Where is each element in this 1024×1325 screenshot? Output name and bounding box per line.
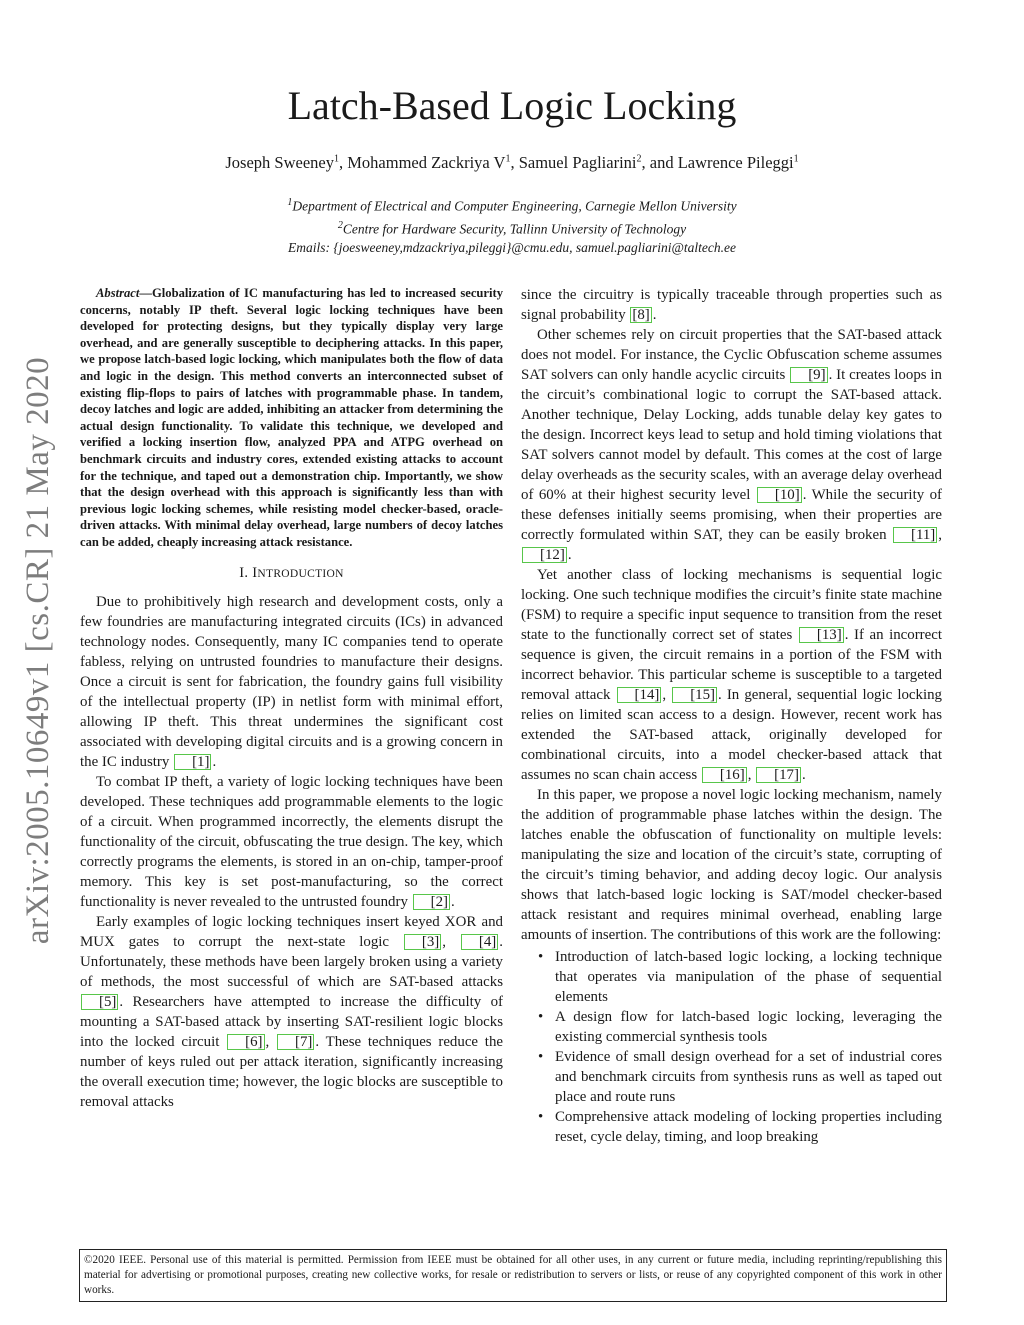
body-text: , xyxy=(265,1033,277,1050)
author-separator: , and xyxy=(641,153,678,172)
citation-link[interactable]: [1] xyxy=(174,754,211,770)
body-text: . xyxy=(652,307,657,323)
author-name: Lawrence Pileggi xyxy=(677,153,794,172)
body-text: Early examples of logic locking techniques insert keyed XOR and MUX gates to corrupt the next-state logic xyxy=(80,913,503,950)
section-title-rest: NTRODUCTION xyxy=(257,567,344,580)
left-column xyxy=(80,285,503,1112)
citation-link[interactable]: [2] xyxy=(413,894,450,910)
body-text: . xyxy=(567,547,572,563)
body-text: . Researchers have attempted to increase the difficulty of mounting a SAT-based attack by inserting SAT-resilient logic blocks into the locked circuit xyxy=(80,993,503,1050)
section-title-first-letter: I xyxy=(252,564,258,581)
citation-link[interactable]: [11] xyxy=(893,527,937,543)
citation-link[interactable]: [3] xyxy=(404,934,441,950)
right-body-text xyxy=(521,285,942,945)
citation-link[interactable]: [12] xyxy=(522,547,567,563)
body-text: . Unfortunately, these methods have been largely broken using a variety of methods, the most successful of which are SAT-based attacks xyxy=(80,933,503,990)
body-text: since the circuitry is typically traceable through properties such as signal probability xyxy=(521,287,942,323)
contributions-list xyxy=(521,947,942,1147)
citation-link[interactable]: [14] xyxy=(617,687,662,703)
author-affiliation-mark: 1 xyxy=(793,153,799,165)
citation-link[interactable]: [16] xyxy=(702,767,747,783)
arxiv-identifier xyxy=(8,340,70,960)
section-heading-introduction xyxy=(80,563,503,584)
body-text: . These techniques reduce the number of keys ruled out per attack iteration, significantly increasing the overall execution time; however, the logic blocks are susceptible to removal attacks xyxy=(80,1033,503,1110)
left-body-text xyxy=(80,592,503,1112)
body-text: . While the security of these defenses initially seems promising, when their properties are correctly formulated within SAT, they can be easily broken xyxy=(521,487,942,543)
body-text: , xyxy=(938,527,942,543)
author-list xyxy=(0,153,1024,173)
body-text: Other schemes rely on circuit properties that the SAT-based attack does not model. For instance, the Cyclic Obfuscation scheme assumes SAT solvers can only handle acyclic circuits xyxy=(521,327,942,383)
citation-link[interactable]: [7] xyxy=(277,1034,314,1050)
right-column xyxy=(521,285,942,1147)
contribution-item: • Comprehensive attack modeling of locking properties including reset, cycle delay, timing, and loop breaking xyxy=(555,1107,942,1147)
affiliation-line xyxy=(0,193,1024,216)
author-separator: , xyxy=(338,153,348,172)
body-text: , xyxy=(662,687,672,703)
citation-link[interactable]: [8] xyxy=(632,307,650,323)
author-affiliation-mark: 2 xyxy=(636,153,642,165)
body-paragraph xyxy=(80,592,503,772)
citation-link[interactable]: [13] xyxy=(799,627,844,643)
author-affiliation-mark: 1 xyxy=(505,153,511,165)
body-paragraph xyxy=(521,285,942,325)
copyright-notice: ©2020 IEEE. Personal use of this material is permitted. Permission from IEEE must be obtained for all other uses, in any current or future media, including reprinting/republishing this material for advertising or promotional purposes, creating new collective works, for resale or redistribution to servers or lists, or reuse of any copyrighted component of this work in other works. xyxy=(79,1249,947,1302)
citation-link[interactable]: [15] xyxy=(672,687,717,703)
body-text: . xyxy=(212,753,217,770)
affiliation-text: Centre for Hardware Security, Tallinn University of Technology xyxy=(342,221,687,236)
citation-link[interactable]: [4] xyxy=(461,934,498,950)
abstract-label: Abstract xyxy=(96,286,140,300)
author-separator: , xyxy=(510,153,519,172)
contribution-item: • Introduction of latch-based logic locking, a locking technique that operates via manipulation of the phase of sequential elements xyxy=(555,947,942,1007)
body-paragraph xyxy=(521,565,942,785)
affiliation-mark: 2 xyxy=(337,219,343,231)
body-text: Due to prohibitively high research and development costs, only a few foundries are manufacturing integrated circuits (ICs) in advanced technology nodes. Consequently, many IC companies tend to operate fabless, relying on untrusted foundries to manufacture their designs. Once a circuit is sent for fabrication, the foundry gains full visibility of the intellectual property (IP) in netlist form with minimal effort, allowing IP theft. This threat undermines the significant cost associated with developing digital circuits and is a growing concern in the IC industry xyxy=(80,593,503,770)
abstract-text: —Globalization of IC manufacturing has led to increased security concerns, notably IP theft. Several logic locking techniques have been developed for protecting designs, but they typically display very large overhead, and are generally susceptible to deciphering attacks. In this paper, we propose latch-based logic locking, which manipulates both the flow of data and logic in the design. This method converts an interconnected subset of existing flip-flops to pairs of latches with programmable phase. In tandem, decoy latches and logic are added, inhibiting an attacker from determining the actual design functionality. To validate this technique, we developed and verified a locking insertion flow, analyzed PPA and ATPG overhead on benchmark circuits and industry cores, extended existing attacks to account for the technique, and taped out a demonstration chip. Importantly, we show that the design overhead with this approach is significantly less than with previous logic locking schemes, while resisting model checker-based, oracle-driven attacks. With minimal delay overhead, large numbers of decoy latches can be added, cheaply increasing attack resistance. xyxy=(80,286,503,549)
affiliation-text: Department of Electrical and Computer Engineering, Carnegie Mellon University xyxy=(292,198,737,214)
affiliation-line xyxy=(0,216,1024,239)
affiliations xyxy=(0,193,1024,257)
author-name: Mohammed Zackriya V xyxy=(347,153,506,172)
body-text: , xyxy=(442,933,460,950)
body-text: . In general, sequential logic locking relies on limited scan access to a design. However, recent work has extended the SAT-based attack, originally developed for combinational circuits, into a model checker-based attack that assumes no scan chain access xyxy=(521,687,942,783)
body-paragraph xyxy=(521,325,942,565)
body-text: , xyxy=(747,767,756,783)
body-text: . xyxy=(801,767,806,783)
arxiv-identifier-text: arXiv:2005.10649v1 [cs.CR] 21 May 2020 xyxy=(20,356,57,944)
citation-link[interactable]: [9] xyxy=(790,367,827,383)
paper-title: Latch-Based Logic Locking xyxy=(287,83,737,128)
body-paragraph xyxy=(80,912,503,1112)
citation-link[interactable]: [6] xyxy=(227,1034,264,1050)
body-text: To combat IP theft, a variety of logic locking techniques have been developed. These techniques add programmable elements to the logic of a circuit. When programmed incorrectly, the elements disrupt the functionality of the circuit, obfuscating the true design. The key, which correctly programs the elements, is stored in an on-chip, tamper-proof memory. This key is set post-manufacturing, so the correct functionality is never revealed to the untrusted foundry xyxy=(80,773,503,910)
affiliation-mark: 1 xyxy=(287,197,293,208)
author-name: Samuel Pagliarini xyxy=(518,153,637,172)
body-text: In this paper, we propose a novel logic locking mechanism, namely the addition of programmable phase latches within the design. The latches enable the obfuscation of functionality on multiple levels: manipulating the size and location of the circuit’s state, corrupting of the circuit’s timing behavior, and adding decoy logic. Our analysis shows that latch-based logic locking is SAT/model checker-based attack resistant and requires minimal overhead, enabling large amounts of insertion. The contributions of this work are the following: xyxy=(521,787,942,943)
citation-link[interactable]: [17] xyxy=(756,767,801,783)
body-paragraph xyxy=(521,785,942,945)
body-text: Yet another class of locking mechanisms is sequential logic locking. One such technique modifies the circuit’s finite state machine (FSM) to require a specific input sequence to transition from the reset state to the functionally correct set of states xyxy=(521,567,942,643)
body-text: . It creates loops in the circuit’s combinational logic to corrupt the SAT-based attack. Another technique, Delay Locking, adds tunable delay key gates to the design. Incorrect keys lead to setup and hold timing violations that SAT solvers cannot model by default. This comes at the cost of large delay overheads as the security scales, with an average delay overhead of 60% at their highest security level xyxy=(521,367,942,503)
section-number: I. xyxy=(239,564,249,581)
author-emails: Emails: {joesweeney,mdzackriya,pileggi}@cmu.edu, samuel.pagliarini@taltech.ee xyxy=(287,240,737,255)
author-affiliation-mark: 1 xyxy=(333,153,339,165)
author-name: Joseph Sweeney xyxy=(225,153,334,172)
contribution-item: • A design flow for latch-based logic locking, leveraging the existing commercial synthesis tools xyxy=(555,1007,942,1047)
contribution-item: • Evidence of small design overhead for a set of industrial cores and benchmark circuits from synthesis runs as well as taped out place and route runs xyxy=(555,1047,942,1107)
abstract xyxy=(80,285,503,551)
citation-link[interactable]: [5] xyxy=(81,994,118,1010)
body-text: . xyxy=(451,893,455,910)
body-text: . If an incorrect sequence is given, the circuit remains in a portion of the FSM with incorrect behavior. This particular scheme is susceptible to a targeted removal attack xyxy=(521,627,942,703)
body-paragraph xyxy=(80,772,503,912)
citation-link[interactable]: [10] xyxy=(757,487,802,503)
